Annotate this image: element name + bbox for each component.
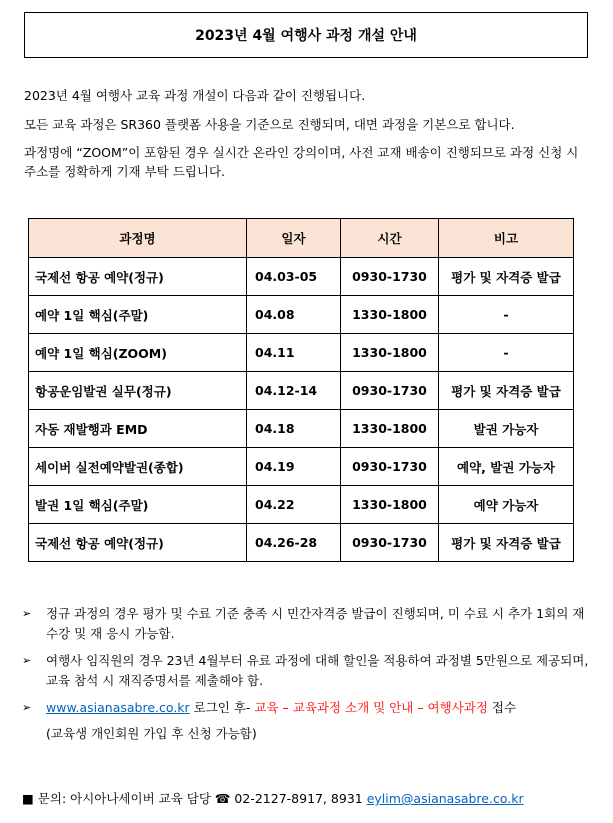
table-row: [29, 486, 574, 524]
course-date: 04.22: [247, 486, 341, 524]
course-name: 예약 1일 핵심(주말): [29, 296, 247, 334]
course-time: 1330-1800: [341, 296, 439, 334]
website-link[interactable]: www.asianasabre.co.kr: [46, 700, 190, 715]
notes-section: [22, 604, 592, 744]
table-row: [29, 448, 574, 486]
contact-label: 문의: 아시아나세이버 교육 담당 ☎ 02-2127-8917, 8931: [37, 791, 363, 806]
course-time: 0930-1730: [341, 372, 439, 410]
course-time: 0930-1730: [341, 258, 439, 296]
course-time: 1330-1800: [341, 334, 439, 372]
arrow-bullet-icon: ➢: [22, 654, 32, 667]
intro-line-2: 모든 교육 과정은 SR360 플랫폼 사용을 기준으로 진행되며, 대면 과정을 기본으로 합니다.: [24, 117, 515, 132]
course-remarks: -: [439, 296, 574, 334]
course-time: 0930-1730: [341, 524, 439, 562]
table-header-row: [29, 219, 574, 258]
course-name: 세이버 실전예약발권(종합): [29, 448, 247, 486]
course-date: 04.19: [247, 448, 341, 486]
course-date: 04.18: [247, 410, 341, 448]
table-row: [29, 258, 574, 296]
note-text: 정규 과정의 경우 평가 및 수료 기준 충족 시 민간자격증 발급이 진행되며, 미 수료 시 추가 1회의 재 수강 및 재 응시 가능함.: [46, 606, 585, 641]
course-time: 1330-1800: [341, 486, 439, 524]
course-name: 자동 재발행과 EMD: [29, 410, 247, 448]
course-table: [28, 218, 574, 562]
note-item: [22, 698, 592, 718]
table-row: [29, 296, 574, 334]
course-name: 국제선 항공 예약(정규): [29, 258, 247, 296]
course-name: 예약 1일 핵심(ZOOM): [29, 334, 247, 372]
table-row: [29, 372, 574, 410]
arrow-bullet-icon: ➢: [22, 607, 32, 620]
note-subtext: (교육생 개인회원 가입 후 신청 가능함): [46, 726, 257, 741]
header-date: 일자: [247, 219, 341, 258]
course-date: 04.26-28: [247, 524, 341, 562]
intro-line-3: 과정명에 “ZOOM”이 포함된 경우 실시간 온라인 강의이며, 사전 교재 배송이 진행되므로 과정 신청 시 주소를 정확하게 기재 부탁 드립니다.: [24, 145, 579, 179]
header-course-name: 과정명: [29, 219, 247, 258]
page-title: 2023년 4월 여행사 과정 개설 안내: [24, 12, 588, 58]
table-row: [29, 524, 574, 562]
course-remarks: -: [439, 334, 574, 372]
intro-line-1: 2023년 4월 여행사 교육 과정 개설이 다음과 같이 진행됩니다.: [24, 88, 366, 103]
course-remarks: 평가 및 자격증 발급: [439, 372, 574, 410]
menu-path-text: 교육 – 교육과정 소개 및 안내 – 여행사과정: [254, 700, 488, 715]
table-row: [29, 410, 574, 448]
note-text: 접수: [487, 700, 517, 715]
course-date: 04.12-14: [247, 372, 341, 410]
course-date: 04.08: [247, 296, 341, 334]
course-remarks: 예약, 발권 가능자: [439, 448, 574, 486]
course-date: 04.03-05: [247, 258, 341, 296]
contact-line: [22, 789, 524, 807]
course-name: 항공운임발권 실무(정규): [29, 372, 247, 410]
note-item: [22, 651, 592, 691]
note-text: 로그인 후-: [189, 700, 255, 715]
course-remarks: 발권 가능자: [439, 410, 574, 448]
course-remarks: 평가 및 자격증 발급: [439, 258, 574, 296]
square-bullet-icon: ■: [22, 791, 34, 806]
course-remarks: 예약 가능자: [439, 486, 574, 524]
note-text: 여행사 임직원의 경우 23년 4월부터 유료 과정에 대해 할인을 적용하여 과정별 5만원으로 제공되며, 교육 참석 시 재직증명서를 제출해야 함.: [46, 653, 589, 688]
course-time: 0930-1730: [341, 448, 439, 486]
email-link[interactable]: eylim@asianasabre.co.kr: [366, 791, 524, 806]
arrow-bullet-icon: ➢: [22, 701, 32, 714]
course-name: 발권 1일 핵심(주말): [29, 486, 247, 524]
table-row: [29, 334, 574, 372]
course-remarks: 평가 및 자격증 발급: [439, 524, 574, 562]
course-time: 1330-1800: [341, 410, 439, 448]
course-date: 04.11: [247, 334, 341, 372]
course-name: 국제선 항공 예약(정규): [29, 524, 247, 562]
header-time: 시간: [341, 219, 439, 258]
header-remarks: 비고: [439, 219, 574, 258]
note-item: [22, 604, 592, 644]
